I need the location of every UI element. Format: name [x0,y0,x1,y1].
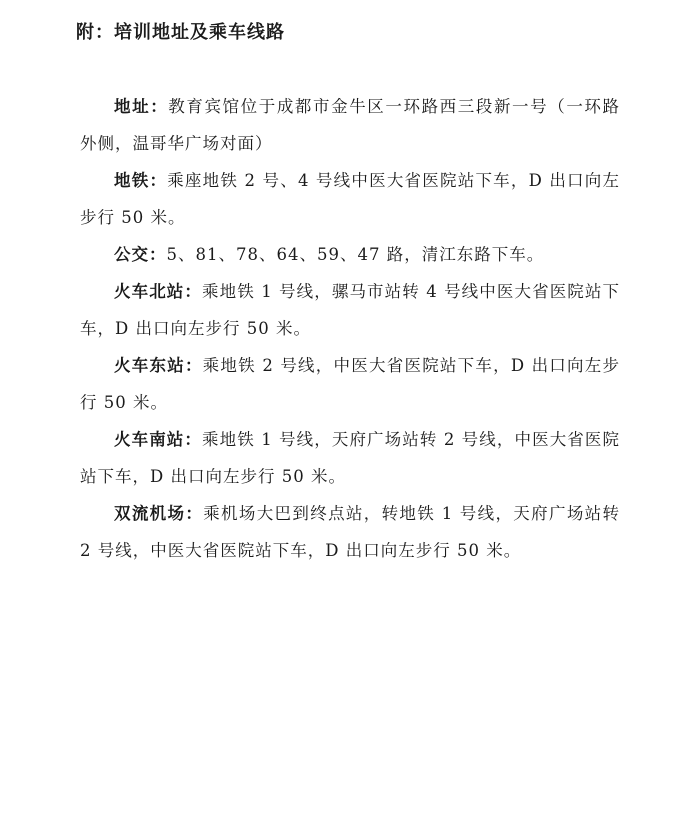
north-station-paragraph [80,273,620,347]
metro-text: 乘座地铁 2 号、4 号线中医大省医院站下车，D 出口向左步行 50 米。 [80,171,620,227]
south-station-paragraph [80,421,620,495]
address-separator: ： [150,97,169,116]
airport-label: 双流机场 [114,504,186,523]
north-station-label: 火车北站 [114,282,185,301]
airport-text: 乘机场大巴到终点站，转地铁 1 号线，天府广场站转 2 号线，中医大省医院站下车，D 出口向左步行 50 米。 [80,504,620,560]
bus-label: 公交 [114,245,149,264]
east-station-separator: ： [184,356,203,375]
address-paragraph [80,88,620,162]
airport-paragraph [80,495,620,569]
metro-label: 地铁 [114,171,150,190]
bus-separator: ： [149,245,167,264]
south-station-label: 火车南站 [114,430,185,449]
bus-paragraph [80,236,620,273]
metro-paragraph [80,162,620,236]
east-station-paragraph [80,347,620,421]
south-station-text: 乘地铁 1 号线，天府广场站转 2 号线，中医大省医院站下车，D 出口向左步行 50 米。 [80,430,621,486]
east-station-label: 火车东站 [114,356,185,375]
south-station-separator: ： [184,430,203,449]
airport-separator: ： [185,504,204,523]
bus-text: 5、81、78、64、59、47 路，清江东路下车。 [166,245,545,264]
route-list [80,88,620,569]
address-text: 教育宾馆位于成都市金牛区一环路西三段新一号（一环路外侧，温哥华广场对面） [80,97,621,153]
metro-separator: ： [149,171,168,190]
address-label: 地址 [114,97,151,116]
appendix-heading: 附：培训地址及乘车线路 [76,22,285,43]
north-station-separator: ： [184,282,203,301]
east-station-text: 乘地铁 2 号线，中医大省医院站下车，D 出口向左步行 50 米。 [80,356,620,412]
north-station-text: 乘地铁 1 号线，骡马市站转 4 号线中医大省医院站下车，D 出口向左步行 50 米。 [80,282,621,338]
